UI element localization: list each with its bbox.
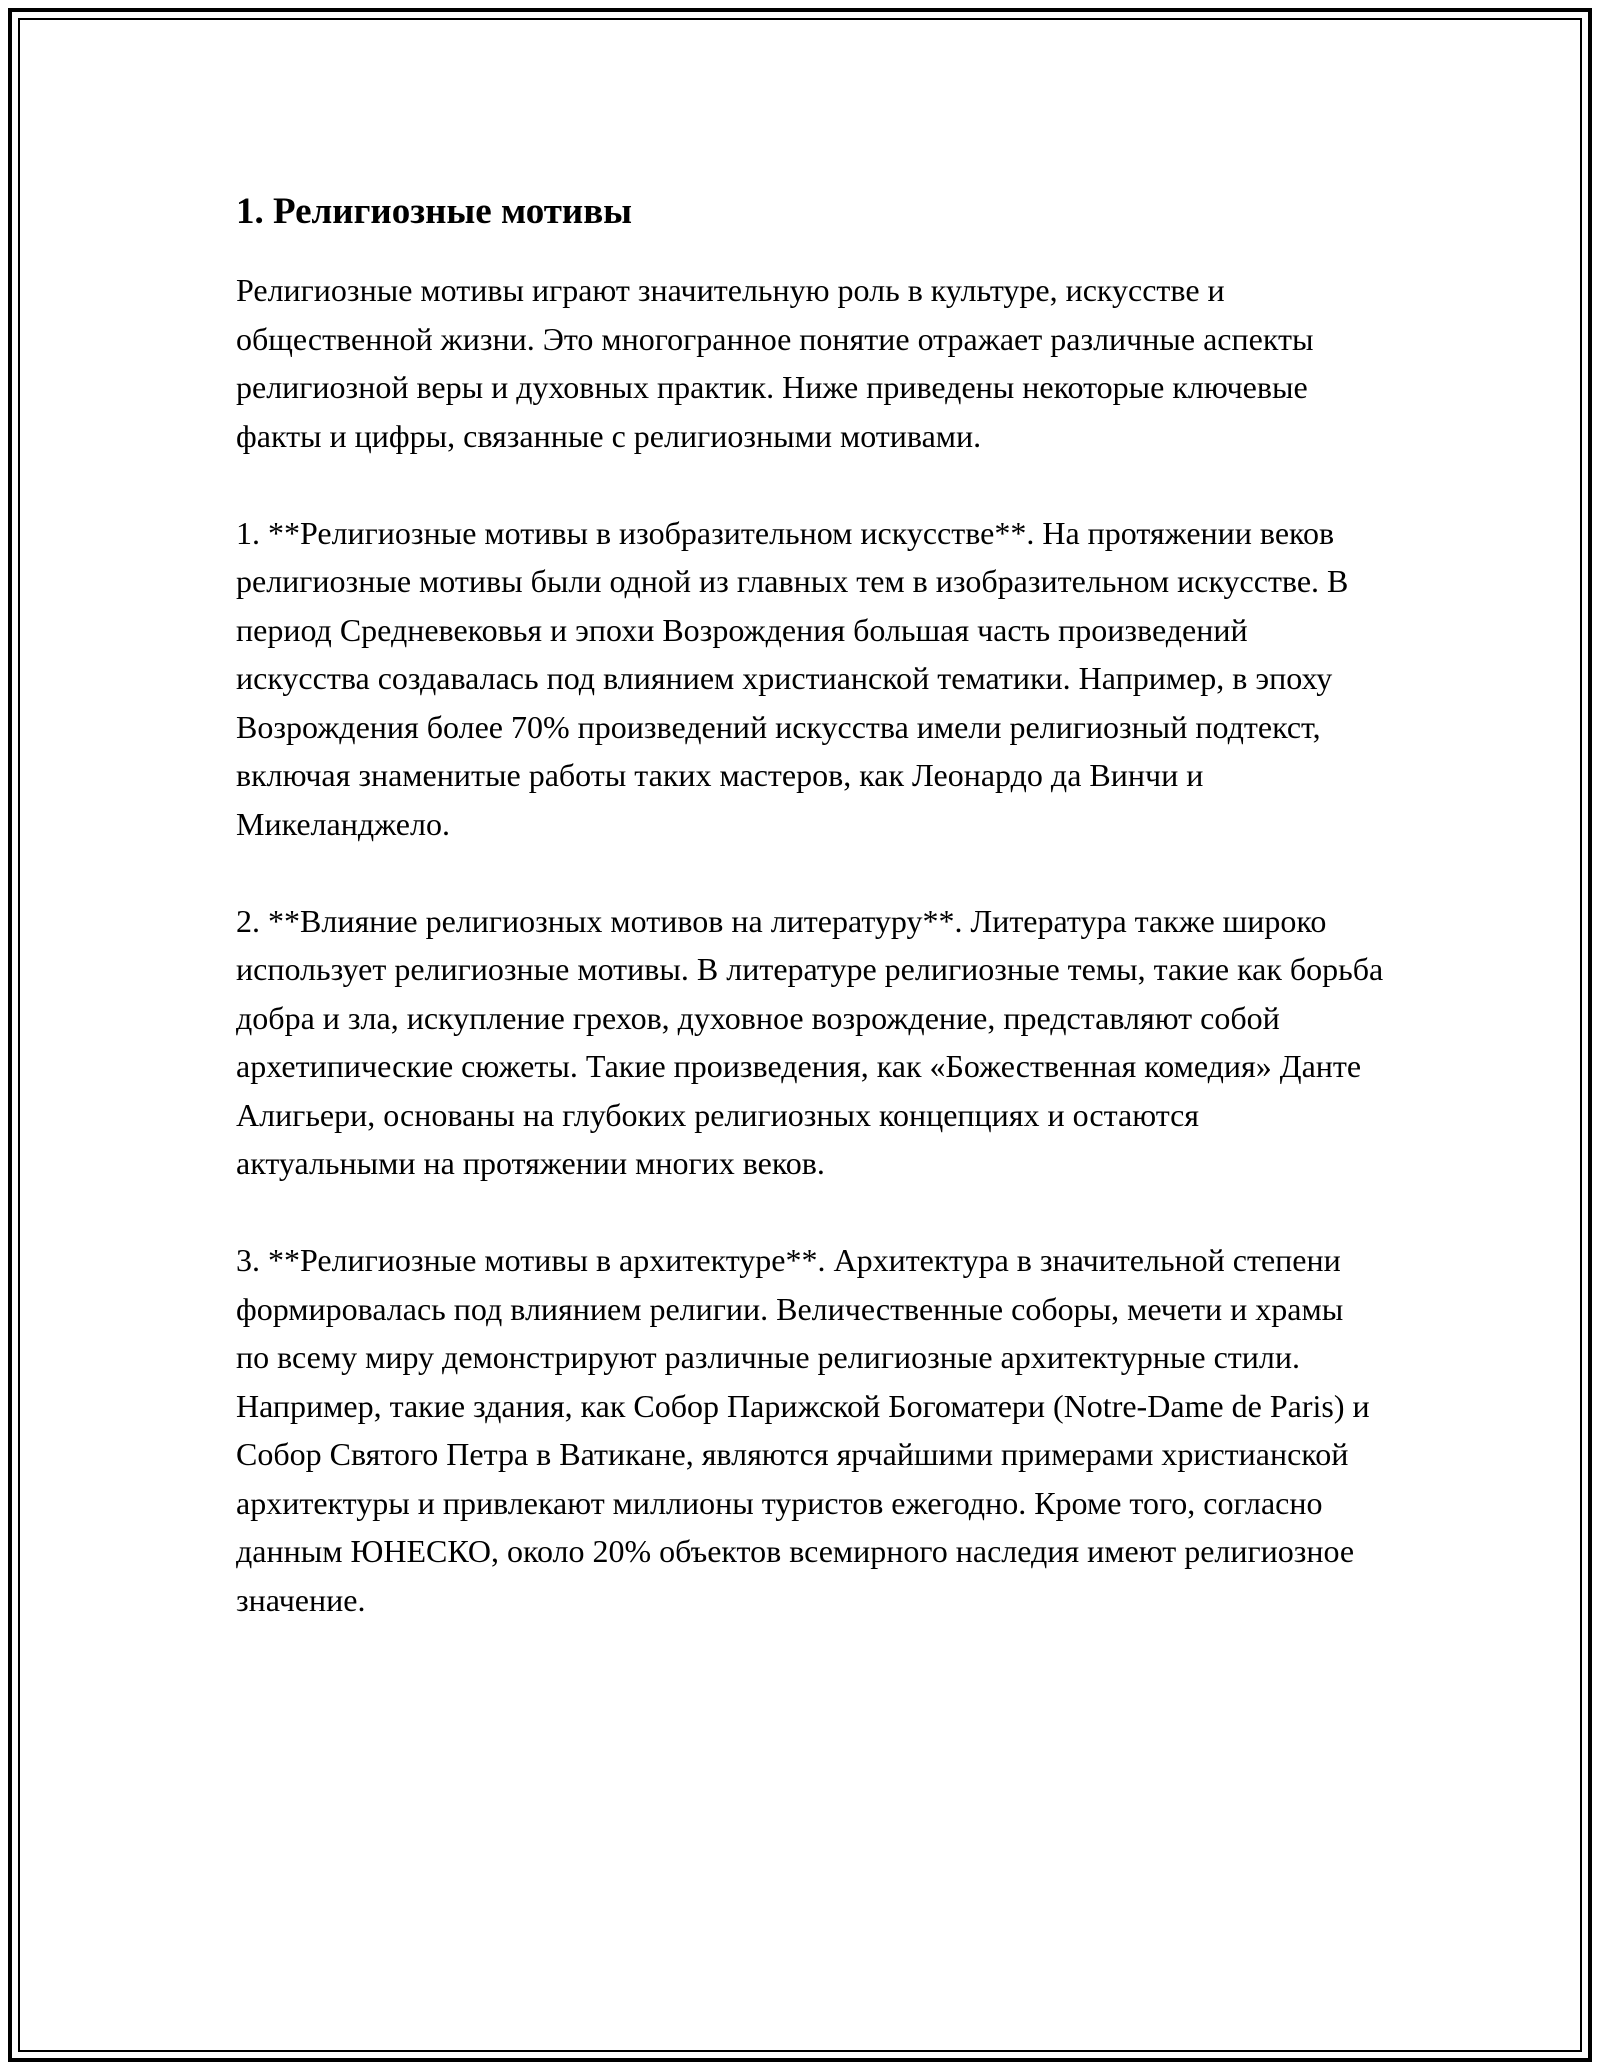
intro-paragraph: Религиозные мотивы играют значительную роль в культуре, искусстве и общественной жизни. Это многогранное понятие отражает различные аспекты религиозной веры и духовных практик. Ниже приведены некоторые ключевые факты и цифры, связанные с религиозными мотивами. — [236, 272, 1314, 454]
section-heading: 1. Религиозные мотивы — [236, 191, 633, 232]
document-body — [236, 188, 1384, 1673]
paragraph-visual-art: 1. **Религиозные мотивы в изобразительном искусстве**. На протяжении веков религиозные мотивы были одной из главных тем в изобразительном искусстве. В период Средневековья и эпохи Возрождения большая часть произведений искусства создавалась под влиянием христианской тематики. Например, в эпоху Возрождения более 70% произведений искусства имели религиозный подтекст, включая знаменитые работы таких мастеров, как Леонардо да Винчи и Микеланджело. — [236, 514, 1349, 842]
paragraph-architecture: 3. **Религиозные мотивы в архитектуре**. Архитектура в значительной степени формировалась под влиянием религии. Величественные соборы, мечети и храмы по всему миру демонстрируют различные религиозные архитектурные стили. Например, такие здания, как Собор Парижской Богоматери (Notre-Dame de Paris) и Собор Святого Петра в Ватикане, являются ярчайшими примерами христианской архитектуры и привлекают миллионы туристов ежегодно. Кроме того, согласно данным ЮНЕСКО, около 20% объектов всемирного наследия имеют религиозное значение. — [236, 1242, 1370, 1618]
paragraph-literature: 2. **Влияние религиозных мотивов на литературу**. Литература также широко использует религиозные мотивы. В литературе религиозные темы, такие как борьба добра и зла, искупление грехов, духовное возрождение, представляют собой архетипические сюжеты. Такие произведения, как «Божественная комедия» Данте Алигьери, основаны на глубоких религиозных концепциях и остаются актуальными на протяжении многих веков. — [236, 902, 1384, 1181]
